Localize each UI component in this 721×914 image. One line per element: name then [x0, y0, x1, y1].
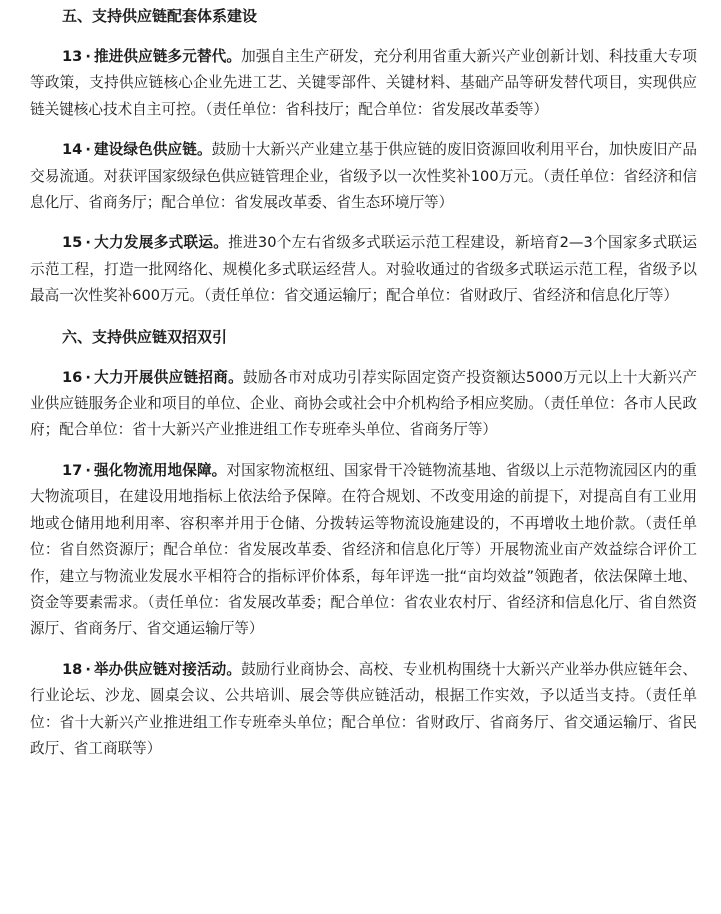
item-separator: · — [85, 48, 91, 65]
item-title: 大力发展多式联运。 — [93, 234, 229, 252]
item-separator: · — [85, 234, 91, 252]
item-body: 鼓励行业商协会、高校、专业机构围绕十大新兴产业举办供应链年会、行业论坛、沙龙、圆桌会议、公共培训、展会等供应链活动，根据工作实效，予以适当支持。（责任单位：省十大新兴产业推进组工作专班牵头单位；配合单位：省财政厅、省商务厅、省交通运输厅、省民政厅、省工商联等） — [30, 660, 697, 757]
item-body: 鼓励十大新兴产业建立基于供应链的废旧资源回收利用平台，加快废旧产品交易流通。对获评国家级绿色供应链管理企业，省级予以一次性奖补100万元。（责任单位：省经济和信息化厅、省商务厅；配合单位：省发展改革委、省生态环境厅等） — [30, 141, 697, 212]
item-separator: · — [85, 141, 91, 159]
list-item — [30, 458, 697, 643]
list-item — [30, 365, 697, 444]
item-number: 14 — [62, 141, 83, 159]
list-item — [30, 137, 697, 216]
item-body: 加强自主生产研发，充分利用省重大新兴产业创新计划、科技重大专项等政策，支持供应链核心企业先进工艺、关键零部件、关键材料、基础产品等研发替代项目，实现供应链关键核心技术自主可控。（责任单位：省科技厅；配合单位：省发展改革委等） — [30, 48, 697, 118]
item-title: 举办供应链对接活动。 — [93, 660, 242, 678]
list-item — [30, 657, 697, 763]
item-body: 推进30个左右省级多式联运示范工程建设，新培育2—3个国家多式联运示范工程，打造一批网络化、规模化多式联运经营人。对验收通过的省级多式联运示范工程，省级予以最高一次性奖补600万元。（责任单位：省交通运输厅；配合单位：省财政厅、省经济和信息化厅等） — [30, 234, 697, 305]
item-title: 强化物流用地保障。 — [93, 461, 227, 479]
section-heading: 五、支持供应链配套体系建设 — [62, 7, 258, 25]
item-title: 推进供应链多元替代。 — [93, 48, 242, 65]
item-body: 鼓励各市对成功引荐实际固定资产投资额达5000万元以上十大新兴产业供应链服务企业和项目的单位、企业、商协会或社会中介机构给予相应奖励。（责任单位：各市人民政府；配合单位：省十大新兴产业推进组工作专班牵头单位、省商务厅等） — [30, 368, 697, 439]
list-item — [30, 44, 697, 123]
item-number: 18 — [62, 660, 83, 678]
item-title: 大力开展供应链招商。 — [93, 368, 244, 386]
section-heading: 六、支持供应链双招双引 — [62, 327, 228, 346]
item-separator: · — [85, 461, 91, 479]
item-number: 17 — [62, 461, 83, 479]
item-number: 15 — [62, 234, 83, 252]
item-number: 13 — [62, 48, 83, 65]
item-separator: · — [85, 368, 91, 386]
item-body: 对国家物流枢纽、国家骨干冷链物流基地、省级以上示范物流园区内的重大物流项目，在建设用地指标上依法给予保障。在符合规划、不改变用途的前提下，对提高自有工业用地或仓储用地利用率、容积率并用于仓储、分拨转运等物流设施建设的，不再增收土地价款。（责任单位：省自然资源厅；配合单位：省发展改革委、省经济和信息化厅等）开展物流业亩产效益综合评价工作，建立与物流业发展水平相符合的指标评价体系，每年评选一批“亩均效益”领跑者，依法保障土地、资金等要素需求。（责任单位：省发展改革委；配合单位：省农业农村厅、省经济和信息化厅、省自然资源厅、省商务厅、省交通运输厅等） — [30, 461, 697, 638]
item-title: 建设绿色供应链。 — [93, 141, 212, 159]
list-item — [30, 230, 697, 309]
item-number: 16 — [62, 368, 83, 386]
item-separator: · — [85, 660, 91, 678]
